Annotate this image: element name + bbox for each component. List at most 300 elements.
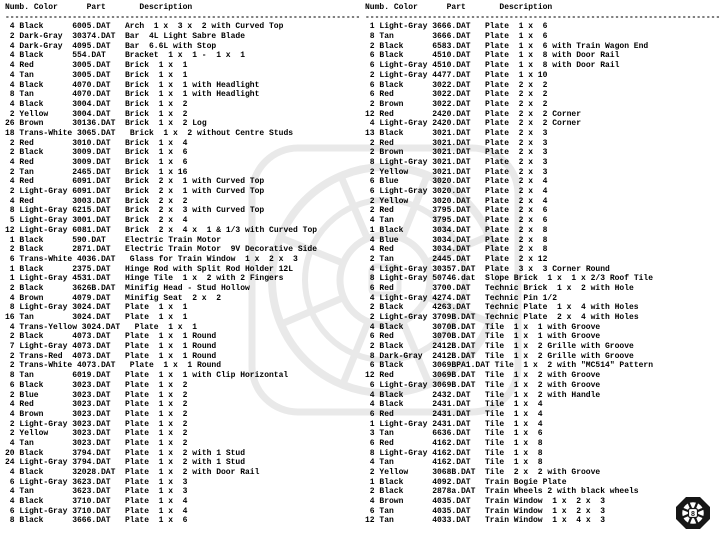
row-description: Brick 2 x 2 [124, 196, 188, 206]
row-color: Black [379, 400, 404, 410]
row-color: Light-Gray [379, 293, 428, 303]
row-quantity: 4 [9, 61, 15, 71]
row-color: Trans-White [19, 254, 73, 264]
row-color: Black [19, 99, 44, 109]
row-color: Light-Gray [19, 342, 68, 352]
table-row [5, 206, 360, 216]
table-row [365, 507, 720, 517]
row-quantity: 1 [369, 225, 375, 235]
row-color: Trans-Red [19, 351, 63, 361]
row-color: Black [19, 51, 44, 61]
row-color: Black [19, 148, 44, 158]
row-description: Brick 2 x 3 with Curved Top [125, 206, 265, 216]
row-description: Plate 2 x 2 Corner [485, 109, 582, 119]
row-color: Black [379, 361, 404, 371]
row-color: Red [379, 409, 394, 419]
row-description: Tile 1 x 2 with "MC514" Pattern [494, 361, 654, 371]
row-part-number: 3070B.DAT [432, 322, 476, 332]
row-quantity: 2 [9, 167, 15, 177]
table-row [5, 42, 360, 52]
row-part-number: 4079.DAT [72, 293, 111, 303]
row-description: Brick 1 x 2 without Centre Studs [129, 128, 294, 138]
row-part-number: 3023.DAT [72, 400, 111, 410]
row-quantity: 6 [369, 51, 375, 61]
row-color: Light-Gray [19, 419, 68, 429]
table-row [365, 458, 720, 468]
row-quantity: 4 [9, 158, 15, 167]
table-row [5, 61, 360, 71]
table-row [365, 391, 720, 401]
row-description: Train Bogie Plate [484, 477, 567, 487]
row-color: Red [379, 332, 394, 342]
table-row [5, 303, 360, 313]
table-row [365, 400, 720, 410]
table-row [365, 284, 720, 294]
row-part-number: 2420.DAT [432, 109, 471, 119]
table-row [5, 51, 360, 61]
row-description: Tile 1 x 6 [484, 429, 543, 439]
row-description: Plate 1 x 2 with 1 Stud [125, 458, 246, 468]
row-description: Plate 1 x 2 [124, 429, 188, 439]
row-quantity: 2 [369, 138, 375, 148]
row-part-number: 3021.DAT [432, 138, 471, 148]
row-quantity: 2 [9, 361, 15, 371]
table-row [5, 381, 360, 391]
row-part-number: 2431.DAT [432, 419, 471, 429]
row-quantity: 1 [369, 477, 375, 487]
table-row [5, 197, 360, 207]
row-description: Brick 1 x 2 [124, 99, 188, 109]
table-row [5, 158, 360, 168]
table-row [365, 226, 720, 236]
row-color: Red [379, 90, 394, 100]
row-part-number: 50746.dat [432, 274, 476, 284]
row-color: Light-Gray [379, 419, 428, 429]
row-color: Red [19, 400, 34, 410]
row-part-number: 3021.DAT [432, 148, 471, 158]
row-description: Plate 1 x 2 with 1 Stud [125, 448, 246, 458]
row-description: Plate 2 x 4 [485, 187, 548, 197]
row-quantity: 2 [9, 32, 15, 42]
table-row [5, 100, 360, 110]
row-color: Red [19, 196, 34, 206]
row-part-number: 3069B.DAT [432, 380, 476, 390]
row-description: Plate 1 x 1 [134, 322, 198, 332]
row-color: Black [379, 487, 404, 497]
row-description: Tile 1 x 2 Grille with Groove [484, 351, 634, 361]
row-color: Red [379, 283, 394, 293]
row-part-number: 3022.DAT [432, 80, 471, 90]
row-quantity: 8 [9, 371, 15, 381]
table-row [5, 81, 360, 91]
row-part-number: 30357.DAT [432, 264, 476, 274]
row-color: Black [379, 477, 404, 487]
row-part-number: 3023.DAT [72, 419, 111, 429]
table-row [5, 516, 360, 526]
row-quantity: 12 [365, 516, 375, 526]
row-description: Plate 1 x 8 with Door Rail [485, 61, 620, 71]
row-part-number: 3004.DAT [72, 99, 111, 109]
row-part-number: 6081.DAT [72, 225, 111, 235]
row-color: Yellow [19, 429, 49, 439]
table-row [365, 410, 720, 420]
rows-container-left [5, 22, 360, 526]
row-part-number: 3710.DAT [72, 506, 111, 516]
row-part-number: 3024.DAT [72, 303, 111, 313]
row-quantity: 6 [369, 283, 375, 293]
table-row [5, 400, 360, 410]
row-part-number: 4531.DAT [72, 274, 111, 284]
row-color: Red [379, 245, 394, 255]
row-color: Black [19, 245, 44, 255]
row-description: Brick 1 x 1 with Headlight [124, 90, 260, 100]
row-part-number: 3021.DAT [432, 167, 471, 177]
row-part-number: 4162.DAT [432, 458, 471, 468]
row-part-number: 3009.DAT [72, 148, 111, 158]
row-color: Black [379, 41, 404, 51]
row-quantity: 6 [369, 506, 375, 516]
row-part-number: 2432.DAT [432, 390, 471, 400]
row-description: Plate 2 x 3 [484, 138, 548, 148]
row-description: Plate 2 x 8 [484, 235, 548, 245]
row-quantity: 18 [5, 128, 15, 138]
row-color: Tan [19, 167, 34, 177]
row-part-number: 3022.DAT [432, 99, 471, 109]
row-part-number: 3020.DAT [432, 196, 471, 206]
row-part-number: 2431.DAT [432, 409, 471, 419]
row-part-number: 554.DAT [72, 51, 106, 61]
row-quantity: 1 [9, 264, 15, 274]
row-part-number: 3623.DAT [72, 477, 111, 487]
header-part: Part [86, 3, 106, 12]
row-quantity: 2 [369, 206, 375, 216]
row-part-number: 4073.DAT [72, 332, 111, 342]
table-row [365, 516, 720, 526]
row-description: Plate 2 x 4 [484, 177, 548, 187]
row-part-number: 4510.DAT [432, 61, 471, 71]
table-row [365, 265, 720, 275]
row-color: Black [19, 283, 44, 293]
row-color: Brown [19, 293, 44, 303]
row-quantity: 6 [9, 254, 15, 264]
row-quantity: 4 [369, 119, 375, 129]
row-description: Plate 1 x 1 with Clip Horizontal [124, 371, 289, 381]
row-part-number: 4035.DAT [432, 497, 471, 507]
row-quantity: 6 [369, 380, 375, 390]
row-color: Black [19, 80, 44, 90]
row-description: Bar 4L Light Sabre Blade [124, 32, 246, 42]
row-quantity: 3 [369, 429, 375, 439]
row-description: Tile 1 x 4 [484, 400, 543, 410]
row-color: Light-Gray [379, 274, 428, 284]
row-quantity: 4 [369, 458, 375, 468]
row-quantity: 2 [9, 419, 15, 429]
row-color: Brown [379, 99, 404, 109]
row-quantity: 4 [369, 235, 375, 245]
row-quantity: 8 [9, 516, 15, 526]
row-color: Tan [19, 438, 34, 448]
row-part-number: 3001.DAT [72, 216, 111, 226]
row-quantity: 5 [9, 216, 15, 226]
row-description: Technic Pin 1/2 [485, 293, 558, 303]
row-description: Plate 1 x 1 [125, 313, 188, 322]
row-quantity: 2 [9, 245, 15, 255]
table-row [5, 410, 360, 420]
table-row [5, 487, 360, 497]
header-numb: Numb. [365, 3, 390, 12]
row-color: Red [379, 109, 394, 119]
row-description: Brick 1 x 4 [124, 138, 188, 148]
row-description: Plate 2 x 12 [484, 254, 548, 264]
row-part-number: 4073.DAT [72, 351, 111, 361]
row-color: Red [19, 61, 34, 71]
row-color: Light-Gray [19, 506, 68, 516]
table-row [5, 168, 360, 178]
row-part-number: 3666.DAT [432, 32, 471, 42]
row-part-number: 3009.DAT [72, 158, 111, 167]
row-quantity: 2 [369, 303, 375, 313]
row-quantity: 4 [9, 322, 15, 332]
table-row [365, 139, 720, 149]
table-row [365, 497, 720, 507]
row-quantity: 2 [369, 41, 375, 51]
table-row [5, 361, 360, 371]
row-quantity: 4 [9, 497, 15, 507]
row-quantity: 1 [369, 419, 375, 429]
row-quantity: 8 [369, 158, 375, 167]
row-description: Tile 1 x 2 Grille with Groove [484, 342, 634, 352]
row-color: Red [379, 371, 394, 381]
table-row [365, 352, 720, 362]
table-row [5, 245, 360, 255]
row-description: Hinge Rod with Split Rod Holder 12L [124, 264, 294, 274]
row-quantity: 4 [9, 177, 15, 187]
table-row [365, 274, 720, 284]
row-quantity: 4 [369, 245, 375, 255]
row-part-number: 32028.DAT [72, 468, 116, 477]
row-quantity: 12 [5, 225, 15, 235]
row-quantity: 4 [9, 409, 15, 419]
table-row [5, 391, 360, 401]
row-description: Brick 1 x 2 Log [125, 119, 207, 129]
header-description: Description [499, 3, 553, 12]
row-description: Electric Train Motor 9V Decorative Side [124, 245, 318, 255]
table-row [5, 265, 360, 275]
row-color: Black [379, 225, 404, 235]
row-part-number: 4073.DAT [72, 342, 111, 352]
row-description: Plate 1 x 1 Round [124, 332, 217, 342]
row-description: Plate 2 x 3 [484, 148, 548, 158]
row-color: Tan [19, 371, 34, 381]
row-description: Brick 2 x 1 with Curved Top [125, 187, 265, 197]
table-row [5, 226, 360, 236]
row-part-number: 3709B.DAT [432, 313, 476, 322]
row-part-number: 3021.DAT [432, 158, 471, 167]
row-description: Tile 1 x 8 [484, 438, 543, 448]
row-quantity: 4 [9, 400, 15, 410]
row-part-number: 3024.DAT [81, 322, 121, 332]
table-row [365, 332, 720, 342]
row-description: Tile 1 x 1 with Groove [484, 332, 601, 342]
row-color: Black [19, 22, 44, 32]
row-part-number: 2420.DAT [432, 119, 471, 129]
row-description: Brick 1 x 1 [124, 70, 188, 80]
row-quantity: 4 [9, 438, 15, 448]
row-description: Plate 1 x 3 [125, 477, 188, 487]
row-color: Brown [379, 148, 404, 158]
row-quantity: 4 [9, 80, 15, 90]
row-description: Plate 3 x 3 Corner Round [485, 264, 610, 274]
row-description: Bar 6.6L with Stop [124, 41, 217, 51]
row-quantity: 2 [369, 196, 375, 206]
table-row [5, 71, 360, 81]
row-part-number: 3010.DAT [72, 138, 111, 148]
row-part-number: 3023.DAT [72, 429, 111, 439]
row-part-number: 4263.DAT [432, 303, 471, 313]
row-color: Light-Gray [19, 477, 68, 487]
row-description: Plate 2 x 4 [484, 196, 548, 206]
table-row [365, 361, 720, 371]
row-description: Plate 1 x 4 [125, 506, 188, 516]
row-color: Trans-Yellow [19, 322, 77, 332]
table-row [5, 22, 360, 32]
row-description: Brick 2 x 4 x 1 & 1/3 with Curved Top [125, 225, 318, 235]
row-quantity: 4 [369, 264, 375, 274]
row-part-number: 3003.DAT [72, 196, 111, 206]
row-description: Plate 1 x 3 [124, 487, 188, 497]
row-quantity: 2 [9, 187, 15, 197]
header-color: Color [33, 3, 58, 12]
row-color: Red [379, 206, 394, 216]
header-color: Color [393, 3, 418, 12]
row-part-number: 4035.DAT [432, 506, 471, 516]
row-color: Light-Gray [379, 22, 428, 32]
row-quantity: 1 [369, 22, 375, 32]
row-description: Tile 1 x 8 [485, 448, 543, 458]
row-description: Plate 2 x 2 Corner [485, 119, 582, 129]
row-color: Light-Gray [19, 458, 68, 468]
row-description: Train Window 1 x 4 x 3 [485, 516, 606, 526]
row-description: Brick 2 x 1 with Curved Top [124, 177, 265, 187]
row-color: Light-Gray [379, 158, 428, 167]
row-part-number: 4073.DAT [77, 361, 116, 371]
row-quantity: 2 [369, 99, 375, 109]
rows-container-right [365, 22, 720, 526]
wheel-logo-number: 8 [690, 511, 696, 519]
table-row [365, 129, 720, 139]
row-description: Slope Brick 1 x 1 x 2/3 Roof Tile [485, 274, 654, 284]
row-part-number: 3021.DAT [432, 128, 471, 138]
row-description: Brick 1 x 6 [124, 148, 188, 158]
row-quantity: 6 [9, 506, 15, 516]
table-row [365, 381, 720, 391]
row-quantity: 26 [5, 119, 15, 129]
row-part-number: 3794.DAT [72, 458, 111, 468]
table-row [5, 32, 360, 42]
row-quantity: 2 [9, 138, 15, 148]
row-part-number: 6091.DAT [72, 187, 111, 197]
row-description: Plate 2 x 6 [484, 206, 548, 216]
row-color: Light-Gray [19, 303, 68, 313]
row-part-number: 6215.DAT [72, 206, 111, 216]
row-quantity: 6 [369, 187, 375, 197]
row-quantity: 4 [369, 216, 375, 226]
row-description: Tile 1 x 2 with Handle [484, 390, 601, 400]
table-row [365, 478, 720, 488]
row-part-number: 3034.DAT [432, 225, 471, 235]
row-color: Brown [379, 497, 404, 507]
table-row [365, 245, 720, 255]
row-part-number: 3070B.DAT [432, 332, 476, 342]
table-row [5, 216, 360, 226]
row-quantity: 2 [9, 390, 15, 400]
row-quantity: 6 [369, 90, 375, 100]
row-description: Train Wheels 2 with black wheels [484, 487, 639, 497]
row-part-number: 3626B.DAT [72, 283, 116, 293]
table-row [5, 458, 360, 468]
row-part-number: 4070.DAT [72, 90, 111, 100]
row-part-number: 4162.DAT [432, 448, 471, 458]
row-quantity: 2 [369, 313, 375, 322]
row-part-number: 3068B.DAT [432, 468, 476, 477]
row-color: Black [379, 303, 404, 313]
row-quantity: 20 [5, 448, 15, 458]
row-description: Plate 2 x 2 [484, 99, 548, 109]
row-description: Brick 1 x 6 [124, 158, 188, 167]
row-color: Red [19, 138, 34, 148]
row-description: Train Window 1 x 2 x 3 [484, 497, 606, 507]
row-color: Light-Gray [19, 274, 68, 284]
table-row [5, 236, 360, 246]
row-color: Tan [19, 70, 34, 80]
row-quantity: 6 [369, 61, 375, 71]
row-part-number: 4036.DAT [77, 254, 116, 264]
row-color: Black [379, 80, 404, 90]
row-quantity: 24 [5, 458, 15, 468]
row-description: Brick 1 x 2 [124, 109, 188, 119]
row-color: Black [19, 264, 44, 274]
row-quantity: 4 [369, 497, 375, 507]
row-description: Plate 2 x 3 [485, 128, 548, 138]
row-quantity: 2 [9, 429, 15, 439]
column-header [365, 3, 720, 13]
row-quantity: 6 [369, 332, 375, 342]
row-part-number: 4095.DAT [72, 41, 111, 51]
header-divider: -------------------------------------------------------------------------- [5, 12, 360, 22]
row-description: Plate 1 x 2 [124, 390, 188, 400]
row-color: Dark-Gray [379, 351, 423, 361]
row-color: Blue [19, 390, 39, 400]
row-quantity: 4 [369, 400, 375, 410]
row-color: Red [19, 177, 34, 187]
table-row [5, 420, 360, 430]
row-quantity: 4 [9, 70, 15, 80]
table-row [365, 323, 720, 333]
row-part-number: 3795.DAT [432, 216, 471, 226]
parts-column-left [0, 3, 360, 526]
table-row [5, 449, 360, 459]
row-color: Black [379, 128, 404, 138]
table-row [5, 332, 360, 342]
row-quantity: 8 [9, 90, 15, 100]
table-row [365, 206, 720, 216]
row-quantity: 2 [369, 70, 375, 80]
row-part-number: 3700.DAT [432, 283, 471, 293]
row-description: Bracket 1 x 1 - 1 x 1 [124, 51, 246, 61]
row-quantity: 12 [365, 371, 375, 381]
row-quantity: 4 [9, 51, 15, 61]
row-description: Brick 1 x 1 [124, 61, 188, 71]
